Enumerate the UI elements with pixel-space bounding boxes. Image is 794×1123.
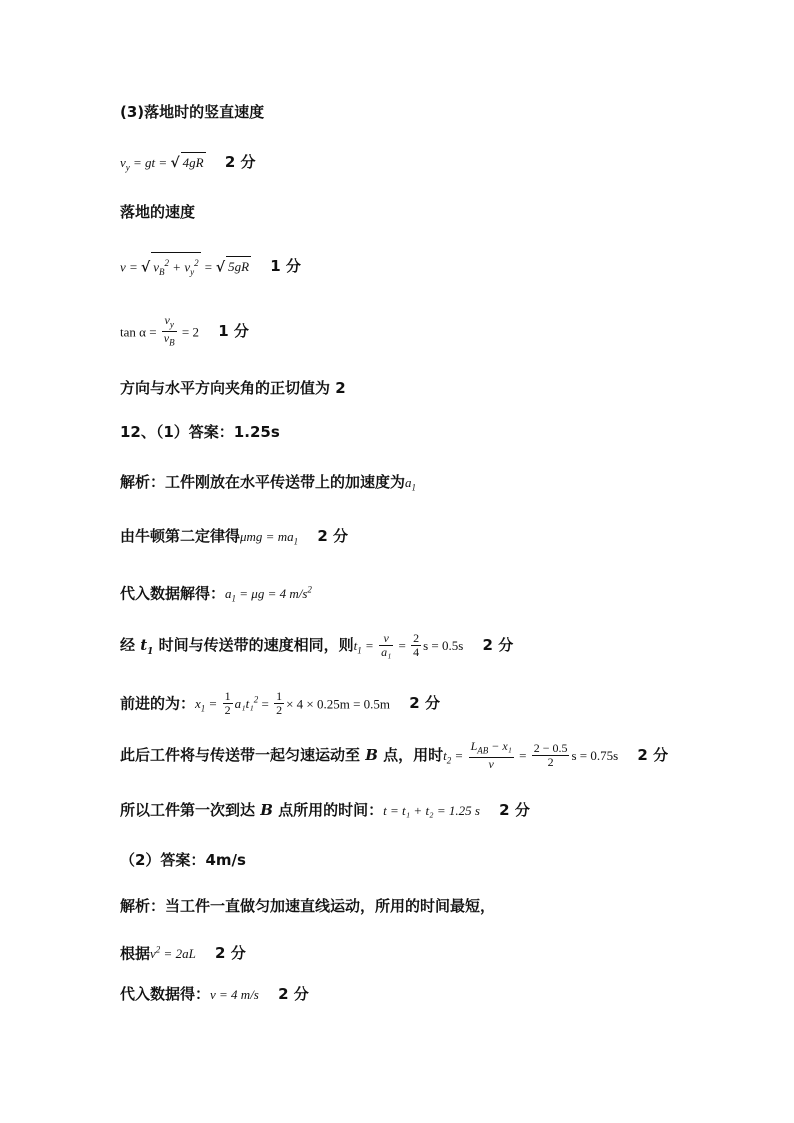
a1-symbol: $a_1$ <box>405 475 417 493</box>
sqrt-icon: √ <box>170 155 180 171</box>
tan-result: = 2 <box>178 324 199 340</box>
line-newton-law: 由牛顿第二定律得$\mu mg = ma_1$ 2 分 <box>120 527 348 547</box>
line-total-time: 所以工件第一次到达 B 点所用的时间：t = t₁ + t₂ = 1.25 s 2 分 <box>120 801 530 819</box>
line-substitute-a1: 代入数据解得：$a_1 = \mu g = 4$ $m/s^2$ <box>120 584 312 604</box>
t2-fraction-2: $\frac{2 - 0.5}{2}$ <box>533 741 568 770</box>
tan-fraction: $\frac{v_y}{v_B}$ <box>163 313 175 348</box>
point-b-label: B <box>260 801 273 819</box>
t2-fraction-1: $\frac{L_{AB} - x_1}{v}$ <box>470 739 512 772</box>
point-b-label: B <box>365 746 378 765</box>
score-label: 2 分 <box>409 694 440 713</box>
answer-12-2: （2）答案：4m/s <box>120 851 246 869</box>
newton-expression: $\mu mg = ma_1$ <box>240 529 299 547</box>
t2-result: s = 0.75s <box>571 748 619 764</box>
t1-fraction-2: $\frac{2}{4}$ <box>413 631 420 659</box>
equation-vy <box>120 152 256 178</box>
score-label: 2 分 <box>224 153 256 171</box>
score-label: 2 分 <box>278 985 309 1003</box>
tan-lhs: tan α = <box>120 324 160 340</box>
score-label: 2 分 <box>482 636 514 654</box>
x1-fraction-2: $\frac{1}{2}$ <box>276 689 283 718</box>
vy-expression: = gt = <box>129 155 171 170</box>
v-equals: = <box>200 259 216 275</box>
v-radicand-1: $v_B^2 + v_y^2$ <box>151 252 200 282</box>
x1-term: a₁t₁$^2$ <box>234 695 259 712</box>
total-time-expression: t = t₁ + t₂ = 1.25 s <box>383 803 480 818</box>
line-kinematics-formula: 根据$v^2 = 2aL$ 2 分 <box>120 944 246 963</box>
x1-fraction-1: $\frac{1}{2}$ <box>224 689 231 718</box>
equation-tan <box>120 314 249 350</box>
line-vertical-velocity-heading: (3)落地时的竖直速度 <box>120 103 265 121</box>
line-analysis-acceleration: 解析：工件刚放在水平传送带上的加速度为$a_1$ <box>120 473 417 493</box>
t1-symbol: $t_1$ <box>140 636 154 657</box>
t2-lhs: $t_2$ = <box>443 748 467 766</box>
score-label: 1 分 <box>270 257 301 276</box>
sqrt-icon: √ <box>215 259 226 276</box>
t1-fraction-1: $\frac{v}{\text{a₁}}$ <box>381 631 392 659</box>
score-label: 2 分 <box>499 801 530 819</box>
line-t2: 此后工件将与传送带一起匀速运动至 B 点，用时$t_2$ = $\frac{L_{AB} - x_1}{v}$ = $\frac{2 - 0.5}{2}$ s = 0.75s 2 分 <box>120 739 669 772</box>
line-landing-velocity-heading: 落地的速度 <box>120 203 196 221</box>
answer-12-1: 12、（1）答案：1.25s <box>120 423 280 441</box>
v-radicand-2: 5gR <box>226 256 251 277</box>
kinematics-expression: $v^2 = 2aL$ <box>150 945 196 962</box>
vy-symbol: $v_y$ <box>120 155 130 173</box>
v-lhs: v = <box>120 259 142 275</box>
line-direction-conclusion: 方向与水平方向夹角的正切值为 2 <box>120 379 346 397</box>
line-t1: 经 $t_1$ 时间与传送带的速度相同，则$t_1$ = $\frac{v}{\text{a₁}}$ = $\frac{2}{4}$ s = 0.5s 2 分 <box>120 631 514 659</box>
score-label: 2 分 <box>317 527 348 545</box>
equation-v <box>120 252 301 282</box>
score-label: 2 分 <box>215 944 246 963</box>
line-final-velocity: 代入数据得：v = 4 m/s 2 分 <box>120 985 309 1003</box>
vy-radicand: 4gR <box>181 152 206 173</box>
sqrt-icon: √ <box>141 259 151 276</box>
line-x1: 前进的为：$x_1$ = $\frac{1}{2}$ a₁t₁$^2$ = $\frac{1}{2}$ × 4 × 0.25m = 0.5m 2 分 <box>120 689 440 718</box>
t1-result: s = 0.5s <box>423 638 464 653</box>
a1-result: $a_1 = \mu g = 4$ $m/s^2$ <box>225 585 312 604</box>
final-velocity-expression: v = 4 m/s <box>210 987 259 1002</box>
line-analysis-shortest-time: 解析：当工件一直做匀加速直线运动，所用的时间最短， <box>120 897 496 915</box>
x1-lhs: $x_1$ = <box>195 696 221 714</box>
score-label: 2 分 <box>637 746 669 765</box>
score-label: 1 分 <box>218 322 249 341</box>
t1-lhs: $t_1$ = <box>353 638 378 656</box>
x1-result: × 4 × 0.25m = 0.5m <box>286 696 391 712</box>
